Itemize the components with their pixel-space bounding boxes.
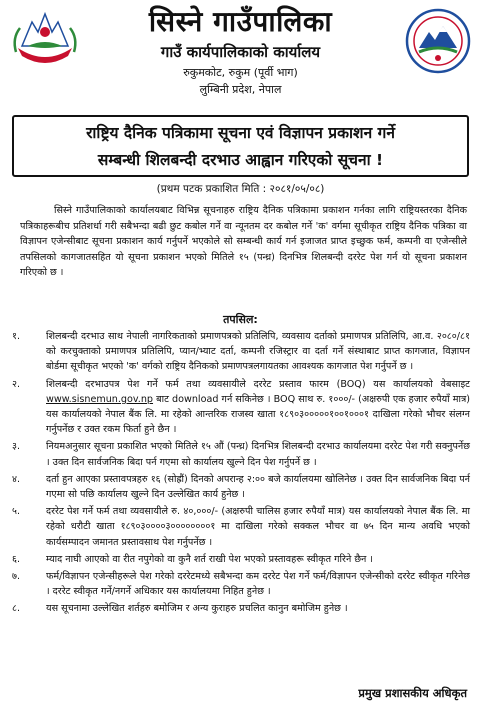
- municipality-name: सिस्ने गाउँपालिका: [148, 5, 333, 38]
- condition-text: यस सूचनामा उल्लेखित शर्तहरु बमोजिम र अन्य कुराहरु प्रचलित कानुन बमोजिम हुनेछ ।: [46, 603, 348, 615]
- condition-number: ३.: [12, 441, 21, 453]
- signatory-title: प्रमुख प्रशासकीय अधिकृत: [358, 686, 467, 700]
- condition-number: ७.: [12, 571, 21, 583]
- letterhead: [0, 0, 481, 110]
- conditions-list: [10, 329, 470, 619]
- condition-item: [10, 569, 470, 599]
- condition-text: फर्म/विज्ञापन एजेन्सीहरूले पेश गरेको दररेटमध्ये सबैभन्दा कम दररेट पेश गर्ने फर्म/विज्ञापन एजेन्सीको दररेट स्वीकृत गरिनेछ । दररेट स्वीकृत गर्ने/नगर्ने अधिकार यस कार्यालयमा निहित हुनेछ ।: [46, 571, 470, 598]
- condition-number: २.: [12, 378, 21, 390]
- condition-number: ५.: [12, 506, 21, 518]
- website-link[interactable]: www.sisnemun.gov.np: [46, 393, 154, 405]
- condition-item: [10, 601, 470, 616]
- condition-item: [10, 504, 470, 550]
- condition-text: दररेट पेश गर्ने फर्म तथा व्यवसायीले रु. ४०,०००/- (अक्षरुपी चालिस हजार रुपैयाँ मात्र) यस कार्यालयको नेपाल बैंक लि. मा रहेको धरौटी खाता १८९०३००००३००००००००१ मा दाखिला गरेको सक्कल भौचर वा ७५ दिन मान्य अवधि भएको कार्यसम्पादन जमानत प्रस्तावसाथ पेश गर्नुपर्नेछ ।: [46, 506, 470, 548]
- condition-item: [10, 552, 470, 567]
- condition-number: ६.: [12, 553, 21, 565]
- condition-item: [10, 472, 470, 502]
- office-address: रुकुमकोट, रुकुम (पूर्वी भाग): [183, 66, 298, 79]
- condition-text: शिलबन्दी दरभाउपत्र पेश गर्ने फर्म तथा व्यवसायीले दररेट प्रस्ताव फारम (BOQ) यस कार्यालयको वेबसाइट: [46, 378, 470, 390]
- municipality-logo-icon: [405, 8, 471, 74]
- condition-number: ८.: [12, 603, 21, 615]
- condition-number: १.: [12, 331, 21, 342]
- condition-item: [10, 439, 470, 469]
- notice-title-box: [12, 115, 469, 177]
- condition-number: ४.: [12, 473, 21, 485]
- publication-date: (प्रथम पटक प्रकाशित मिति : २०८१/०५/०८): [156, 183, 325, 195]
- condition-item: [10, 377, 470, 438]
- condition-text: दर्ता हुन आएका प्रस्तावपत्रहरु १६ (सोह्रौं) दिनको अपरान्ह २:०० बजे कार्यालयमा खोलिनेछ । उक्त दिन सार्वजनिक बिदा पर्न गएमा सो पछि कार्यालय खुल्ने दिन उल्लेखित कार्य हुनेछ ।: [46, 473, 470, 501]
- condition-text: बाट download गर्न सकिनेछ । BOQ साथ रु. १०००/- (अक्षरुपी एक हजार रुपैयाँ मात्र) यस कार्यालयको नेपाल बैंक लि. मा रहेको आन्तरिक राजस्व खाता १८९०३०००००१००१०००१ दाखिला गरेको भौचर संलग्न गर्नुपर्नेछ र उक्त रकम फिर्ता हुने छैन ।: [46, 393, 470, 436]
- office-name: गाउँ कार्यपालिकाको कार्यालय: [160, 43, 321, 61]
- condition-text: नियमअनुसार सूचना प्रकाशित भएको मितिले १५ औं (पन्ध्र) दिनभित्र शिलबन्दी दरभाउ कार्यालयमा दररेट पेश गरी सक्नुपर्नेछ । उक्त दिन सार्वजनिक बिदा पर्न गएमा सो कार्यालय खुल्ने दिन पेश गर्नुपर्ने छ ।: [46, 441, 470, 468]
- province-line: लुम्बिनी प्रदेश, नेपाल: [199, 83, 282, 96]
- notice-title-line-2: सम्बन्धी शिलबन्दी दरभाउ आह्वान गरिएको सूचना !: [97, 151, 384, 169]
- notice-title-line-1: राष्ट्रिय दैनिक पत्रिकामा सूचना एवं विज्ञापन प्रकाशन गर्ने: [86, 124, 395, 142]
- condition-item: [10, 329, 470, 375]
- intro-paragraph: सिस्ने गाउँपालिकाको कार्यालयबाट विभिन्न सूचनाहरु राष्ट्रिय दैनिक पत्रिकामा प्रकाशन गर्नका लागि राष्ट्रियस्तरका दैनिक पत्रिकाहरूबीच प्रतिशर्धा गरी सबैभन्दा बढी छुट कबोल गर्ने वा न्यूनतम दर कबोल गर्ने 'क' वर्गमा सूचीकृत राष्ट्रिय दैनिक पत्रिका वा विज्ञापन एजेन्सीबाट सूचना प्रकाशन कार्य गर्नुपर्ने भएकोले सो सम्बन्धी कार्य गर्न इजाजत प्राप्त इच्छुक फर्म, कम्पनी वा एजेन्सीले तपसिलको कागजातसहित यो सूचना प्रकाशन भएको मितिले १५ (पन्ध्र) दिनभित्र शिलबन्दी दररेट पेश गर्न यो सूचना प्रकाशन गरिएको छ ।: [20, 205, 467, 279]
- condition-text: शिलबन्दी दरभाउ साथ नेपाली नागरिकताको प्रमाणपत्रको प्रतिलिपि, व्यवसाय दर्ताको प्रमाणपत्र प्रतिलिपि, आ.व. २०८०/८१ को करचुक्ताको प्रमाणपत्र प्रतिलिपि, प्यान/भ्याट दर्ता, कम्पनी रजिस्ट्रार वा दर्ता गर्ने संस्थाबाट प्राप्त कागजात, विज्ञापन बोर्डमा सूचीकृत भएको 'क' वर्गको राष्ट्रिय दैनिकको प्रमाणपत्रलगायतका आवश्यक कागजात पेश गर्नुपर्ने छ ।: [46, 331, 470, 373]
- conditions-heading: तपसिल:: [223, 313, 258, 326]
- condition-text: म्याद नाघी आएको वा रीत नपुगेको वा कुनै शर्त राखी पेश भएको प्रस्तावहरू स्वीकृत गरिने छैन ।: [46, 553, 374, 565]
